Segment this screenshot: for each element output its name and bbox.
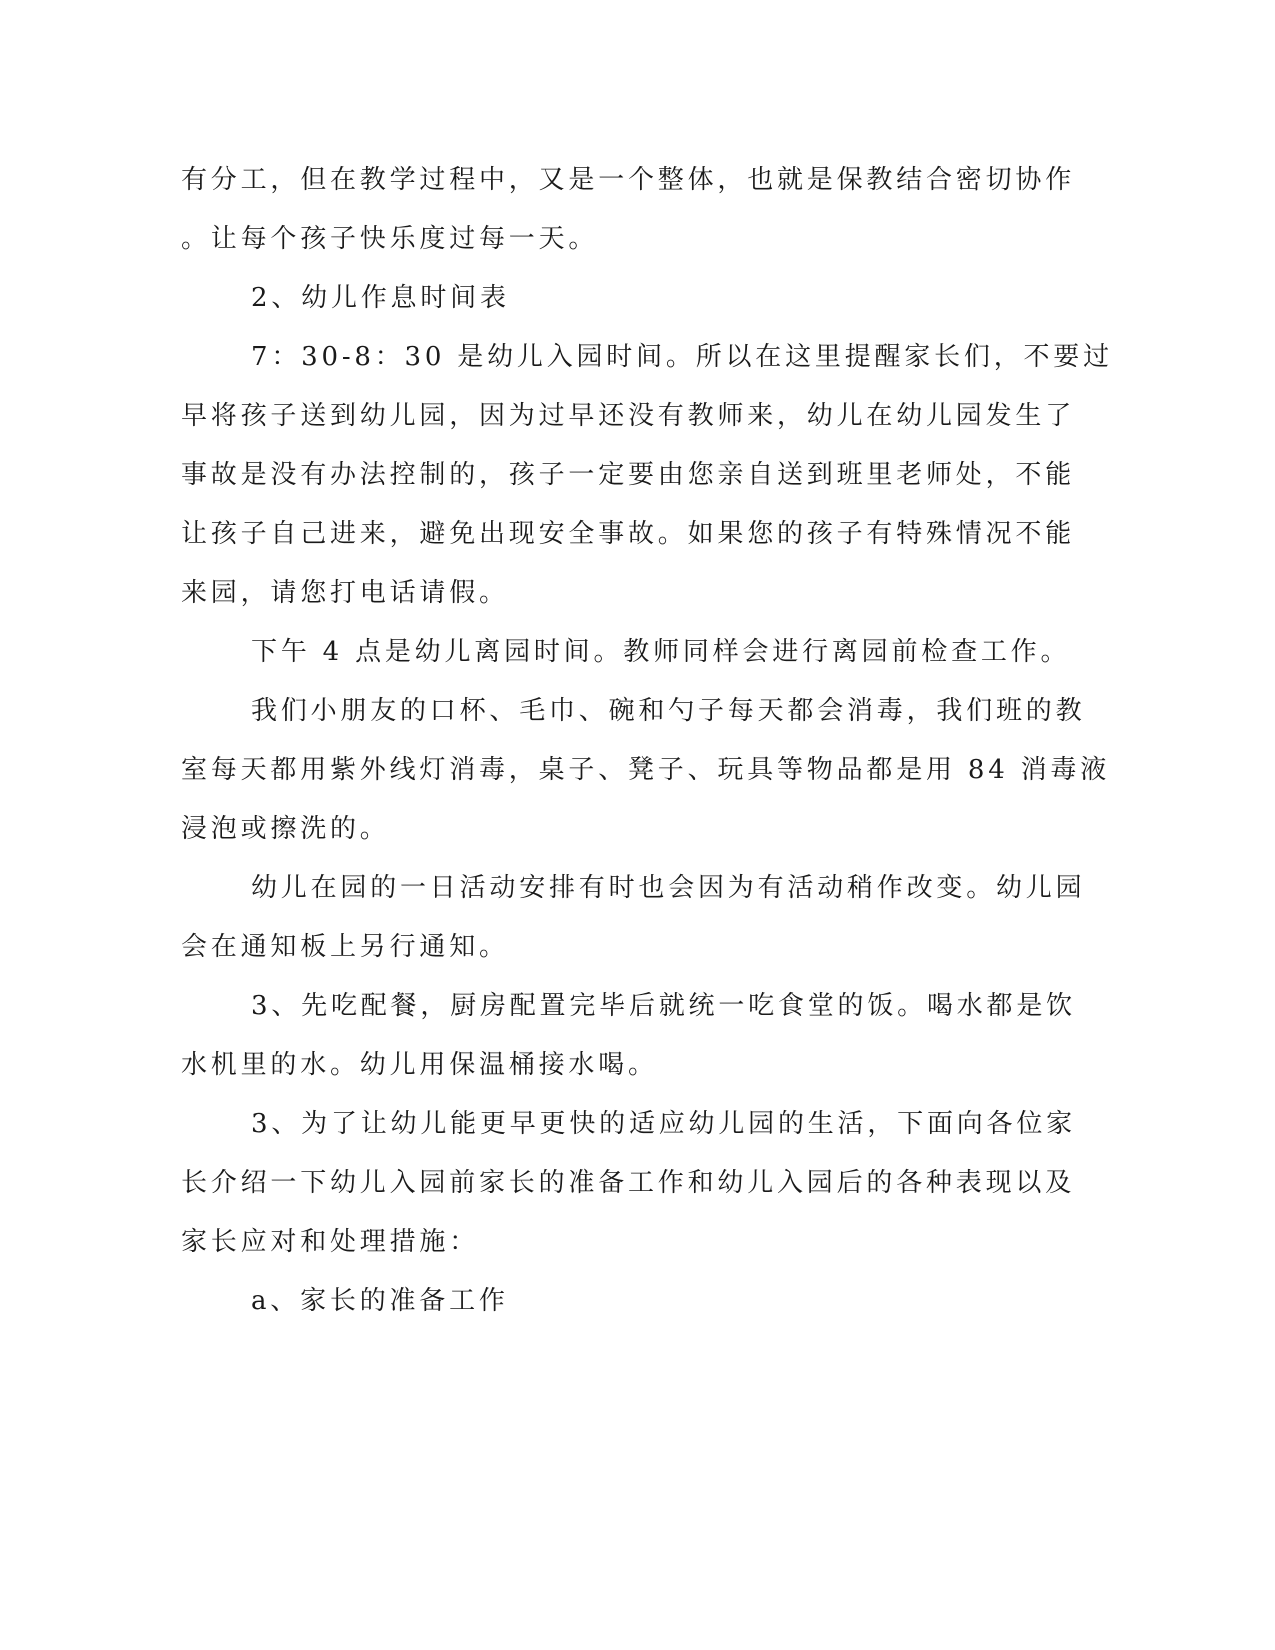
text-line: 7：30-8：30 是幼儿入园时间。所以在这里提醒家长们，不要过 <box>251 342 1113 372</box>
text-line: 。让每个孩子快乐度过每一天。 <box>181 224 599 254</box>
text-line: 我们小朋友的口杯、毛巾、碗和勺子每天都会消毒，我们班的教 <box>251 696 1086 726</box>
section-heading: 2、幼儿作息时间表 <box>251 283 510 313</box>
text-line: 家长应对和处理措施： <box>181 1227 480 1257</box>
text-line: 事故是没有办法控制的，孩子一定要由您亲自送到班里老师处，不能 <box>181 460 1076 490</box>
text-line: 让孩子自己进来，避免出现安全事故。如果您的孩子有特殊情况不能 <box>181 519 1076 549</box>
text-line: 室每天都用紫外线灯消毒，桌子、凳子、玩具等物品都是用 84 消毒液 <box>181 755 1111 785</box>
text-line: 3、为了让幼儿能更早更快的适应幼儿园的生活，下面向各位家 <box>251 1109 1076 1139</box>
subsection-heading: a、家长的准备工作 <box>251 1286 509 1316</box>
text-line: 浸泡或擦洗的。 <box>181 814 390 844</box>
text-line: 有分工，但在教学过程中，又是一个整体，也就是保教结合密切协作 <box>181 165 1076 195</box>
text-line: 长介绍一下幼儿入园前家长的准备工作和幼儿入园后的各种表现以及 <box>181 1168 1076 1198</box>
text-line: 会在通知板上另行通知。 <box>181 932 509 962</box>
text-line: 早将孩子送到幼儿园，因为过早还没有教师来，幼儿在幼儿园发生了 <box>181 401 1076 431</box>
text-line: 下午 4 点是幼儿离园时间。教师同样会进行离园前检查工作。 <box>251 637 1071 667</box>
text-line: 幼儿在园的一日活动安排有时也会因为有活动稍作改变。幼儿园 <box>251 873 1086 903</box>
text-line: 水机里的水。幼儿用保温桶接水喝。 <box>181 1050 658 1080</box>
text-line: 来园，请您打电话请假。 <box>181 578 509 608</box>
text-line: 3、先吃配餐，厨房配置完毕后就统一吃食堂的饭。喝水都是饮 <box>251 991 1076 1021</box>
